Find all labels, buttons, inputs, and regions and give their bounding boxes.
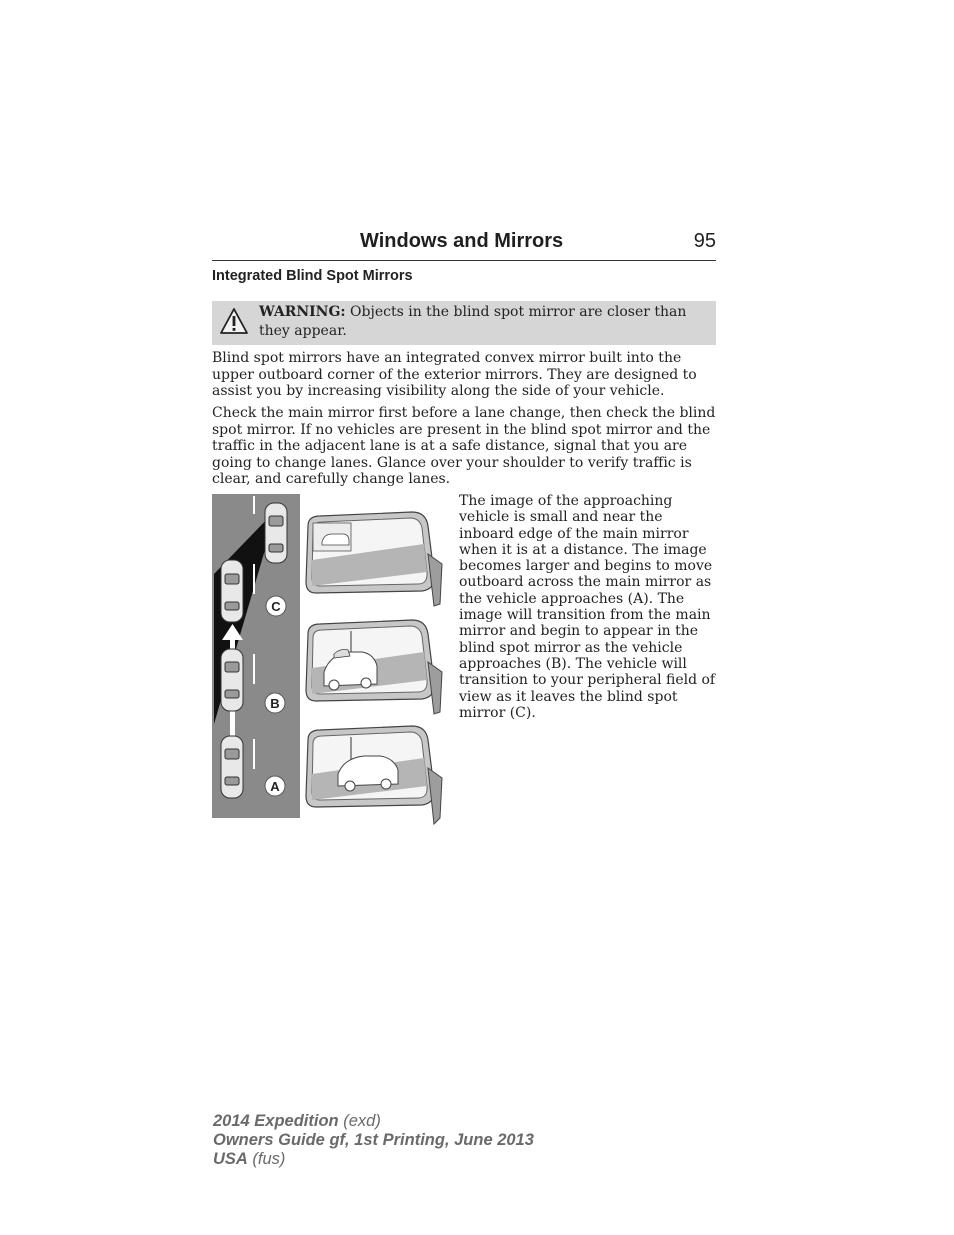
vehicle-position-b <box>221 649 243 711</box>
warning-text <box>259 303 711 340</box>
footer-market: USA <box>213 1150 248 1168</box>
label-marker-b <box>265 693 285 713</box>
figure-caption: The image of the approaching vehicle is small and near the inboard edge of the main mirror when it is at a distance. The image becomes larger and begins to move outboard across the main mirror as the vehicle approaches (A). The image will transition from the main mirror and begin to appear in the blind spot mirror as the vehicle approaches (B). The vehicle will transition to your peripheral field of view as it leaves the blind spot mirror (C). <box>459 493 716 721</box>
label-a: A <box>270 779 280 794</box>
footer-model: 2014 Expedition <box>213 1112 339 1130</box>
chapter-title: Windows and Mirrors <box>360 230 564 252</box>
page-footer <box>213 1112 534 1169</box>
page-number: 95 <box>693 230 716 252</box>
warning-label: WARNING: <box>259 304 346 320</box>
footer-printing: Owners Guide gf, 1st Printing, June 2013 <box>213 1131 534 1149</box>
paragraph-intro: Blind spot mirrors have an integrated convex mirror built into the upper outboard corner of the exterior mirrors. They are designed to assist you by increasing visibility along the side of your vehicle. <box>212 350 697 399</box>
warning-triangle-icon <box>219 307 249 335</box>
footer-market-code: (fus) <box>247 1150 286 1168</box>
label-c: C <box>271 599 281 614</box>
blind-spot-illustration <box>212 494 452 828</box>
section-title: Integrated Blind Spot Mirrors <box>212 268 413 284</box>
vehicle-own <box>265 503 287 563</box>
label-marker-a <box>265 776 285 796</box>
vehicle-position-c <box>221 560 243 622</box>
label-marker-c <box>266 596 286 616</box>
warning-message: Objects in the blind spot mirror are closer than they appear. <box>259 304 687 339</box>
footer-line-2 <box>213 1131 534 1150</box>
mirror-b <box>306 620 442 714</box>
footer-line-1 <box>213 1112 534 1131</box>
vehicle-position-a <box>221 736 243 798</box>
mirror-c <box>306 512 442 606</box>
footer-line-3 <box>213 1150 534 1169</box>
footer-model-code: (exd) <box>338 1112 381 1130</box>
label-b: B <box>270 696 280 711</box>
paragraph-procedure: Check the main mirror first before a lane change, then check the blind spot mirror. If no vehicles are present in the blind spot mirror and the traffic in the adjacent lane is at a safe distance, signal that you are going to change lanes. Glance over your shoulder to verify traffic is clear, and carefully change lanes. <box>212 405 716 487</box>
page-header <box>212 230 716 261</box>
warning-box <box>212 301 716 345</box>
mirror-a <box>306 726 442 824</box>
